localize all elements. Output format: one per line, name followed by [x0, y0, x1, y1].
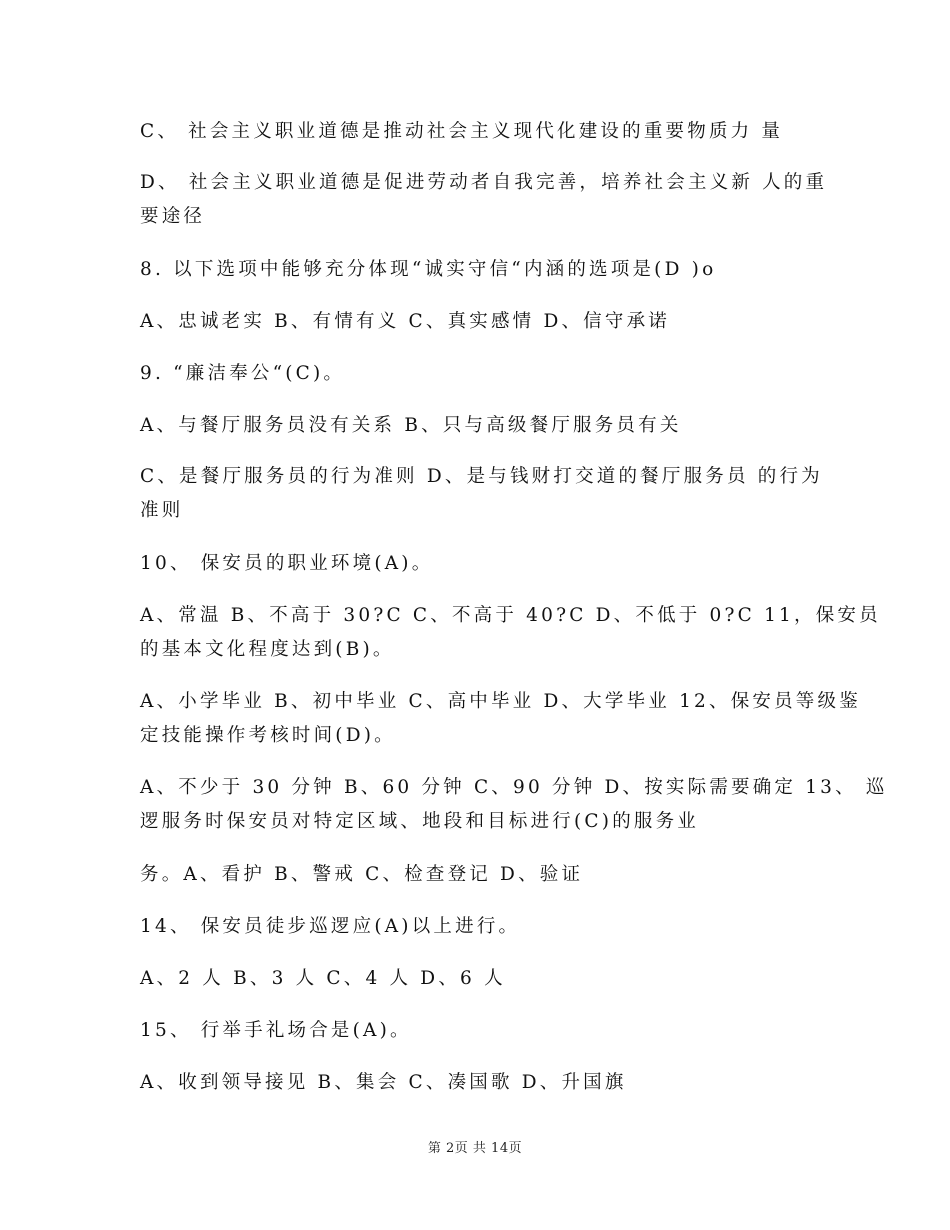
paragraph-option-c-social-ethics	[140, 115, 830, 149]
question-8	[140, 253, 830, 287]
question-13-options	[140, 858, 830, 892]
text-line: C、是餐厅服务员的行为准则 D、是与钱财打交道的餐厅服务员 的行为	[140, 466, 823, 487]
text-line: 14、 保安员徒步巡逻应(A)以上进行。	[140, 916, 521, 937]
question-12-options-and-question-13	[140, 771, 888, 839]
question-10	[140, 547, 830, 581]
question-11-options-and-question-12	[140, 685, 861, 753]
text-line: A、2 人 B、3 人 C、4 人 D、6 人	[140, 968, 506, 989]
text-line: D、 社会主义职业道德是促进劳动者自我完善，培养社会主义新 人的重	[140, 172, 828, 193]
question-8-options	[140, 305, 830, 339]
text-line: A、小学毕业 B、初中毕业 C、高中毕业 D、大学毕业 12、保安员等级鉴	[140, 691, 861, 712]
page-number-footer: 第 2页 共 14页	[427, 1141, 523, 1156]
text-line: 务。A、看护 B、警戒 C、检查登记 D、验证	[140, 864, 584, 885]
question-14	[140, 910, 830, 944]
text-line: 准则	[140, 500, 184, 521]
question-15	[140, 1014, 830, 1048]
text-line: 的基本文化程度达到(B)。	[140, 639, 395, 660]
question-9-options-ab	[140, 409, 830, 443]
text-line: C、 社会主义职业道德是推动社会主义现代化建设的重要物质力 量	[140, 121, 784, 142]
question-10-options-and-question-11	[140, 599, 881, 667]
text-line: 10、 保安员的职业环境(A)。	[140, 553, 434, 574]
text-line: 15、 行举手礼场合是(A)。	[140, 1020, 412, 1041]
text-line: A、收到领导接见 B、集会 C、凑国歌 D、升国旗	[140, 1072, 627, 1093]
text-line: 9. “廉洁奉公“(C)。	[140, 363, 346, 384]
text-line: A、忠诚老实 B、有情有义 C、真实感情 D、信守承诺	[140, 311, 670, 332]
paragraph-option-d-social-ethics	[140, 166, 830, 234]
question-9	[140, 357, 830, 391]
text-line: 定技能操作考核时间(D)。	[140, 725, 396, 746]
text-line: A、与餐厅服务员没有关系 B、只与高级餐厅服务员有关	[140, 415, 682, 436]
question-15-options	[140, 1066, 830, 1100]
question-14-options	[140, 962, 830, 996]
question-9-options-cd	[140, 460, 830, 528]
text-line: 逻服务时保安员对特定区域、地段和目标进行(C)的服务业	[140, 811, 699, 832]
text-line: A、常温 B、不高于 30?C C、不高于 40?C D、不低于 0?C 11，保安员	[140, 605, 881, 626]
text-line: 要途径	[140, 206, 206, 227]
text-line: A、不少于 30 分钟 B、60 分钟 C、90 分钟 D、按实际需要确定 13、 巡	[140, 777, 888, 798]
text-line: 8. 以下选项中能够充分体现“诚实守信“内涵的选项是(D )o	[140, 259, 717, 280]
